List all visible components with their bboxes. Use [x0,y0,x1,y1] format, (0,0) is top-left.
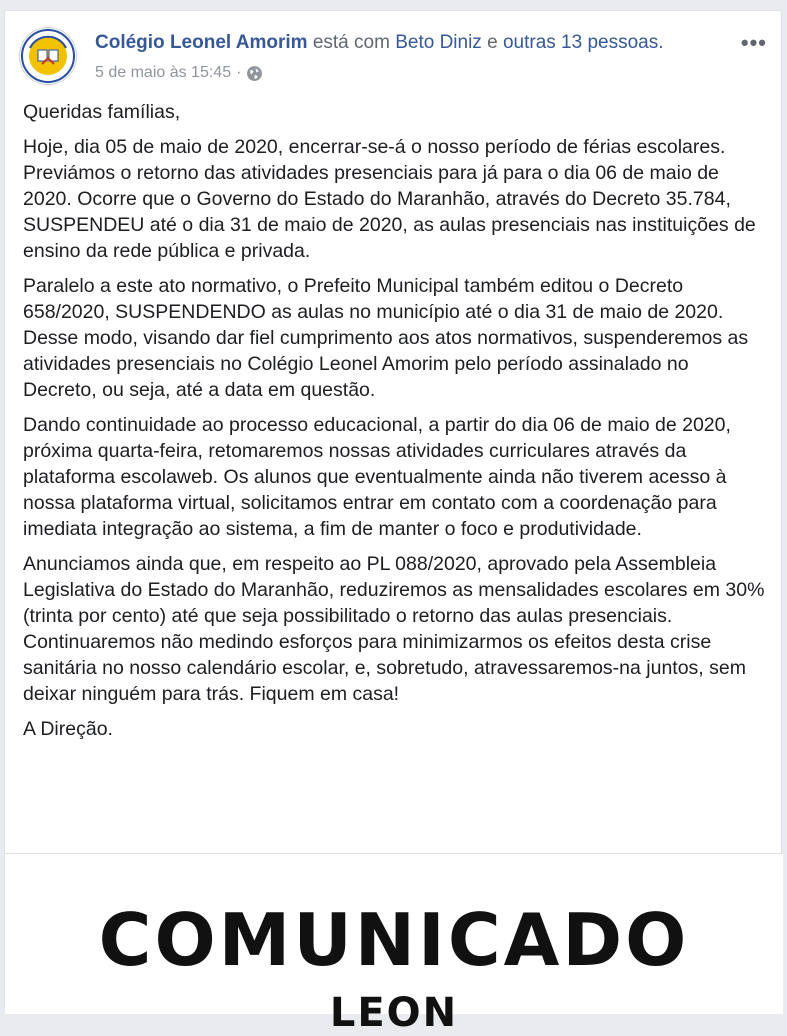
tagged-person[interactable]: Beto Diniz [395,32,482,53]
post-card [4,10,782,1036]
globe-icon[interactable] [246,65,263,82]
post-text [23,99,767,751]
meta-separator: · [236,64,242,81]
post-timestamp[interactable]: 5 de maio às 15:45 [95,64,232,81]
post-header [5,11,781,91]
post-paragraph: Anunciamos ainda que, em respeito ao PL 088/2020, aprovado pela Assembleia Legislativa do Estado do Maranhão, reduziremos as mensalidades escolares em 30% (trinta por cento) até que seja possibilitado o retorno das aulas presenciais. Continuaremos não medindo esforços para minimizarmos os efeitos desta crise sanitária no nosso calendário escolar, e, sobretudo, atravessaremos-na juntos, sem deixar ninguém para trás. Fiquem em casa! [23,553,765,705]
with-text: está com [312,32,390,53]
post-paragraph: Dando continuidade ao processo educacional, a partir do dia 06 de maio de 2020, próxima quarta-feira, retomaremos nossas atividades curriculares através da plataforma escolaweb. Os alunos que eventualmente ainda não tiverem acesso à nossa plataforma virtual, solicitamos entrar em contato com a coordenação para imediata integração ao sistema, a fim de manter o foco e produtividade. [23,414,731,540]
post-meta [95,64,263,82]
page-avatar[interactable] [19,27,77,85]
post-paragraph: Queridas famílias, [23,101,181,123]
more-options-icon[interactable]: ••• [740,30,767,55]
tagged-others[interactable]: outras 13 pessoas. [502,32,664,53]
and-text: e [487,32,498,53]
author-name[interactable]: Colégio Leonel Amorim [95,32,308,53]
post-paragraph: Hoje, dia 05 de maio de 2020, encerrar-se-á o nosso período de férias escolares. Previámos o retorno das atividades presenciais para já para o dia 06 de maio de 2020. Ocorre que o Governo do Estado do Maranhão, através do Decreto 35.784, SUSPENDEU até o dia 31 de maio de 2020, as aulas presenciais nas instituições de ensino da rede pública e privada. [23,136,756,262]
author-line [95,32,664,54]
post-paragraph: A Direção. [23,718,113,740]
image-headline: COMUNICADO [98,898,690,982]
attached-image[interactable] [5,853,783,1036]
post-paragraph: Paralelo a este ato normativo, o Prefeito Municipal também editou o Decreto 658/2020, SUSPENDENDO as aulas no município até o dia 31 de maio de 2020. Desse modo, visando dar fiel cumprimento aos atos normativos, suspenderemos as atividades presenciais no Colégio Leonel Amorim pelo período assinalado no Decreto, ou seja, até a data em questão. [23,275,749,401]
school-logo-icon [20,28,76,84]
image-partial-text: LEON [329,990,459,1036]
